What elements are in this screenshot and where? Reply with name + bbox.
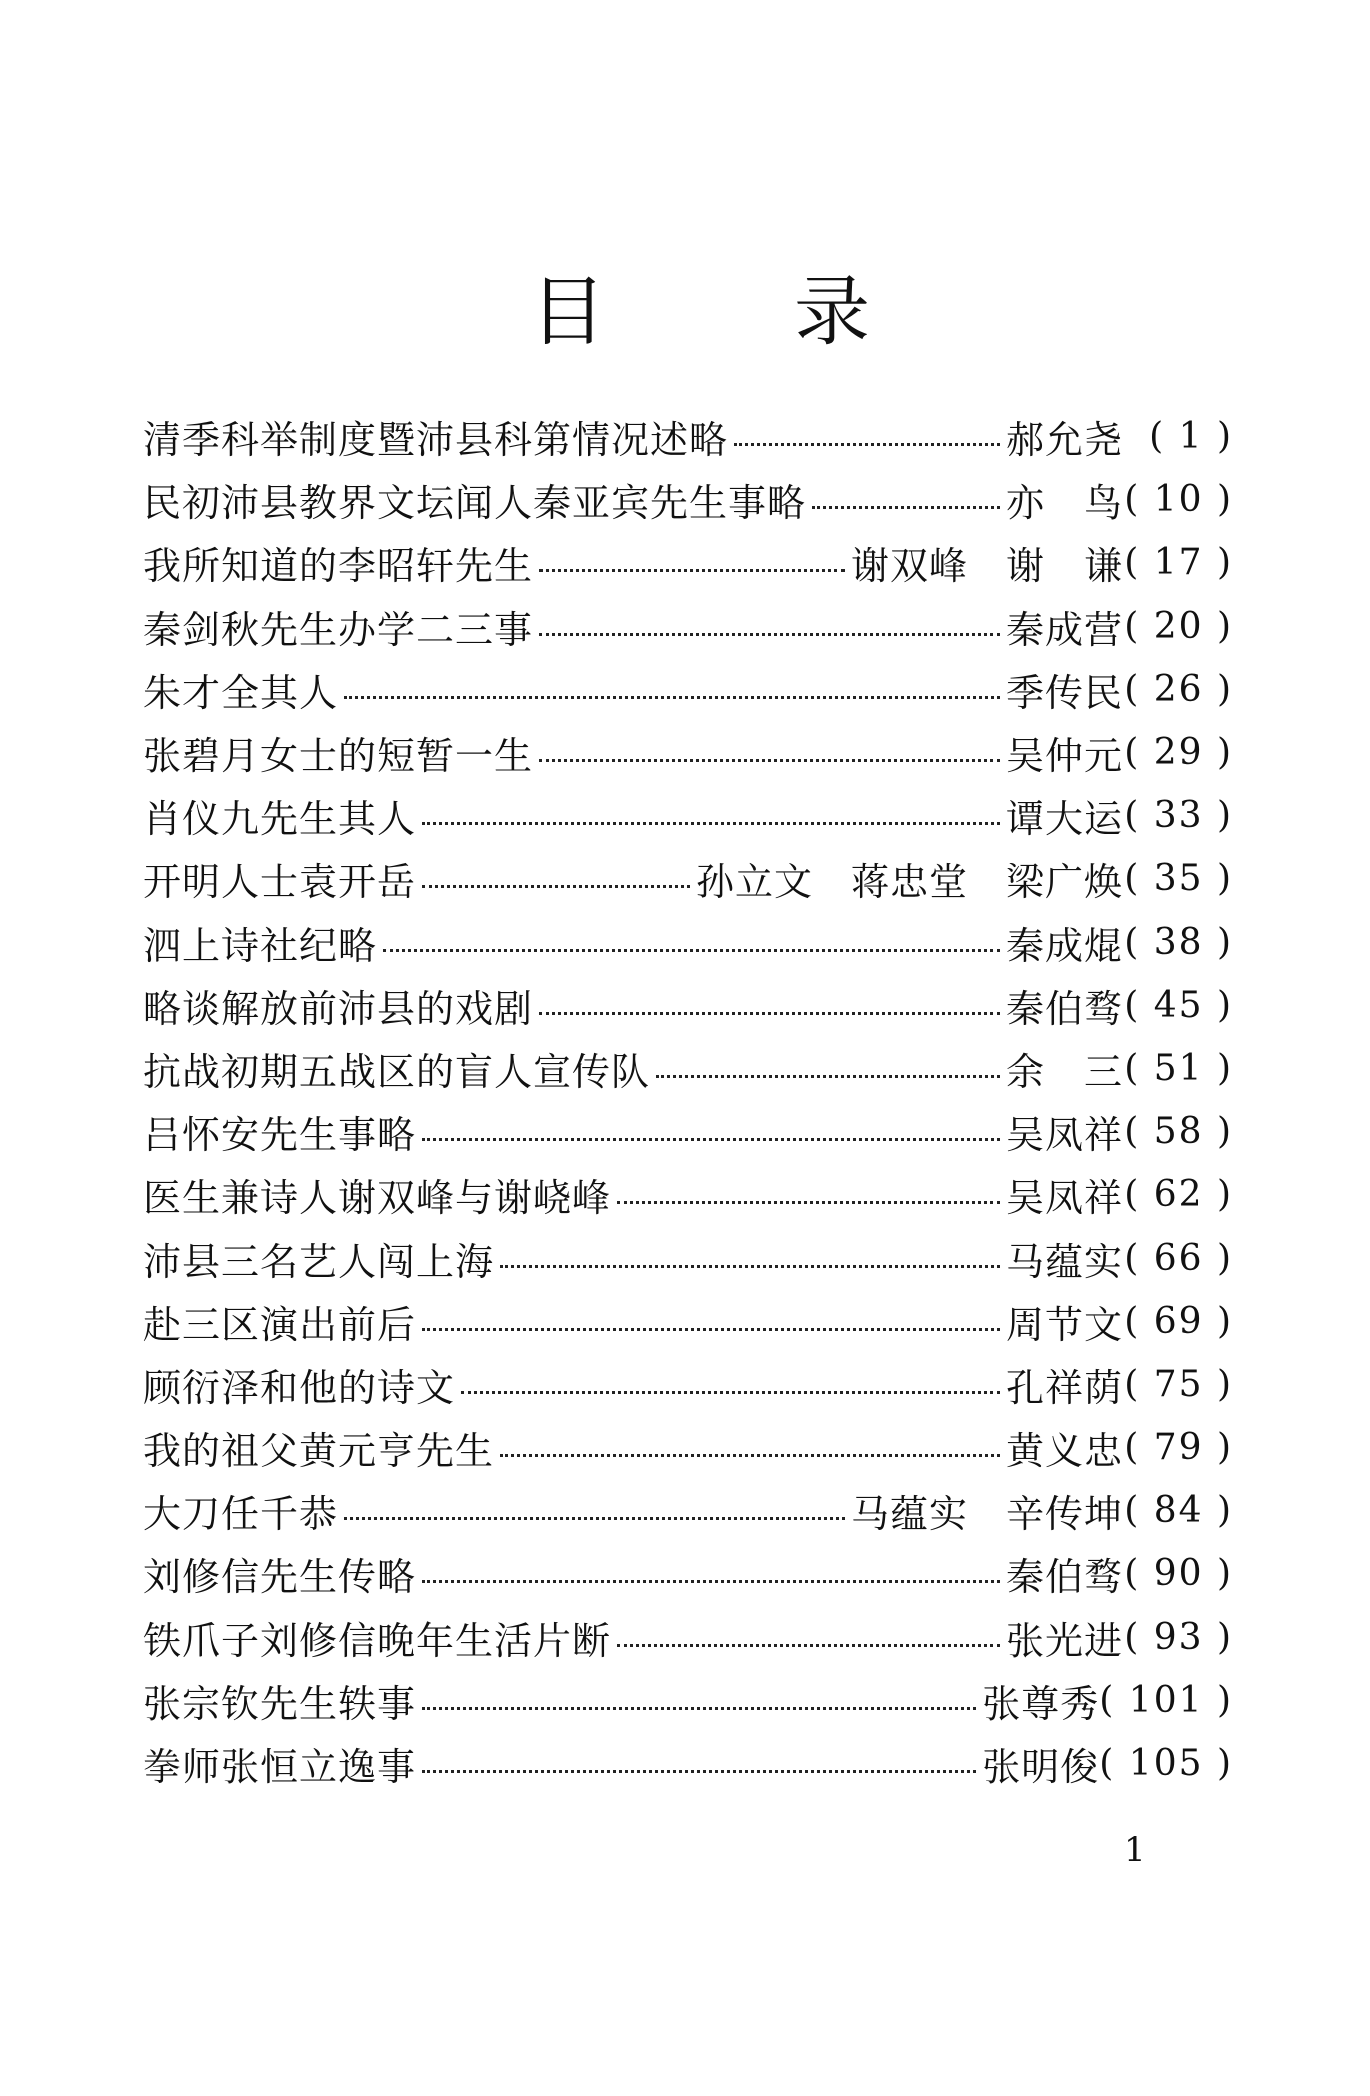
toc-entry — [143, 1542, 1233, 1605]
toc-entry-author: 谭大运 — [1005, 797, 1123, 842]
toc-entry — [143, 847, 1233, 910]
toc-entry-title: 略谈解放前沛县的戏剧 — [143, 986, 534, 1031]
toc-entry-title: 吕怀安先生事略 — [143, 1113, 417, 1158]
toc-entry-page: ( 69 ) — [1124, 1300, 1233, 1342]
toc-entry-authors — [1006, 472, 1123, 527]
dot-leader — [422, 822, 1000, 825]
toc-entry-authors — [1006, 1610, 1123, 1665]
toc-entry-page: ( 1 ) — [1149, 416, 1233, 458]
toc-entry-title: 大刀任千恭 — [143, 1492, 339, 1537]
dot-leader — [422, 1328, 1000, 1331]
toc-entry-author: 梁广焕 — [1005, 860, 1123, 905]
toc-entry-page: ( 58 ) — [1124, 1111, 1233, 1153]
toc-entry-page: ( 51 ) — [1124, 1047, 1233, 1089]
toc-entry-page: ( 17 ) — [1124, 542, 1233, 584]
dot-leader — [344, 1517, 845, 1520]
toc-entry-title: 我所知道的李昭轩先生 — [143, 544, 534, 589]
toc-entry-title: 张宗钦先生轶事 — [143, 1681, 417, 1726]
toc-entry-authors — [851, 1483, 1123, 1538]
toc-entry — [143, 1226, 1233, 1289]
toc-entry-title: 拳师张恒立逸事 — [143, 1745, 417, 1790]
toc-entry-authors — [1006, 1357, 1123, 1412]
toc-entry-title: 刘修信先生传略 — [143, 1555, 417, 1600]
dot-leader — [656, 1075, 1000, 1078]
toc-entry-author: 张尊秀 — [982, 1681, 1100, 1726]
toc-entry — [143, 1479, 1233, 1542]
dot-leader — [539, 759, 1000, 762]
toc-entry-author: 张光进 — [1005, 1618, 1123, 1663]
dot-leader — [461, 1391, 1000, 1394]
toc-entry-title: 铁爪子刘修信晚年生活片断 — [143, 1618, 612, 1663]
toc-entry-title: 抗战初期五战区的盲人宣传队 — [143, 1049, 651, 1094]
toc-entry — [143, 1416, 1233, 1479]
toc-entry — [143, 1290, 1233, 1353]
toc-entry-title: 沛县三名艺人闯上海 — [143, 1239, 495, 1284]
toc-entry-page: ( 20 ) — [1124, 605, 1233, 647]
toc-entry-authors — [1006, 725, 1123, 780]
toc-entry-author: 亦 鸟 — [1005, 481, 1123, 526]
toc-entry-author: 季传民 — [1005, 670, 1123, 715]
toc-entry-author: 张明俊 — [982, 1745, 1100, 1790]
dot-leader — [500, 1265, 1000, 1268]
toc-entry-page: ( 33 ) — [1124, 795, 1233, 837]
toc-entry-author: 吴凤祥 — [1005, 1113, 1123, 1158]
dot-leader — [422, 1707, 976, 1710]
title-char-1: 目 — [530, 267, 606, 356]
toc-entry-authors — [1006, 1231, 1123, 1286]
toc-entry-page: ( 29 ) — [1124, 732, 1233, 774]
toc-entry-page: ( 62 ) — [1124, 1174, 1233, 1216]
toc-entry-author: 吴凤祥 — [1005, 1176, 1123, 1221]
toc-entry-author: 孙立文 — [695, 860, 813, 905]
page-number: 1 — [1124, 1830, 1146, 1870]
toc-entry — [143, 1606, 1233, 1669]
toc-entry — [143, 1353, 1233, 1416]
toc-entry-author: 周节文 — [1005, 1302, 1123, 1347]
toc-entry-authors — [696, 851, 1123, 906]
toc-entry-authors — [1006, 1104, 1123, 1159]
toc-entry — [143, 974, 1233, 1037]
toc-entry-title: 泗上诗社纪略 — [143, 923, 378, 968]
toc-entry-author: 秦成营 — [1005, 607, 1123, 652]
toc-entry-author: 吴仲元 — [1005, 734, 1123, 779]
toc-entry-title: 肖仪九先生其人 — [143, 797, 417, 842]
toc-entry-page: ( 35 ) — [1124, 858, 1233, 900]
toc-entry-title: 医生兼诗人谢双峰与谢峣峰 — [143, 1176, 612, 1221]
toc-entry-authors — [1006, 1420, 1123, 1475]
dot-leader — [344, 696, 1000, 699]
toc-entry — [143, 531, 1233, 594]
toc-entry-page: ( 101 ) — [1099, 1679, 1233, 1721]
toc-entry-author: 谢 谦 — [1005, 544, 1123, 589]
toc-entry — [143, 405, 1233, 468]
toc-entry-author: 秦伯骛 — [1005, 986, 1123, 1031]
toc-entry-page: ( 66 ) — [1124, 1237, 1233, 1279]
toc-entry-page: ( 93 ) — [1124, 1616, 1233, 1658]
toc-entry — [143, 784, 1233, 847]
toc-entry — [143, 595, 1233, 658]
toc-entry-page: ( 26 ) — [1124, 668, 1233, 710]
dot-leader — [422, 885, 690, 888]
toc-entry — [143, 1669, 1233, 1732]
dot-leader — [422, 1138, 1000, 1141]
table-of-contents — [143, 405, 1233, 1795]
toc-entry-authors — [1006, 1041, 1123, 1096]
toc-entry-title: 秦剑秋先生办学二三事 — [143, 607, 534, 652]
toc-entry-title: 清季科举制度暨沛县科第情况述略 — [143, 418, 729, 463]
toc-entry-title: 张碧月女士的短暂一生 — [143, 734, 534, 779]
toc-entry-page: ( 45 ) — [1124, 984, 1233, 1026]
toc-entry — [143, 1163, 1233, 1226]
toc-entry-title: 朱才全其人 — [143, 670, 339, 715]
dot-leader — [500, 1454, 1000, 1457]
toc-entry-authors — [1006, 599, 1123, 654]
toc-entry-title: 开明人士袁开岳 — [143, 860, 417, 905]
dot-leader — [422, 1770, 976, 1773]
toc-entry-title: 我的祖父黄元亨先生 — [143, 1429, 495, 1474]
toc-entry-author: 孔祥荫 — [1005, 1365, 1123, 1410]
toc-entry-author: 秦伯骛 — [1005, 1555, 1123, 1600]
toc-entry-page: ( 79 ) — [1124, 1427, 1233, 1469]
toc-entry-author: 黄义忠 — [1005, 1429, 1123, 1474]
toc-entry-page: ( 90 ) — [1124, 1553, 1233, 1595]
toc-entry-author: 秦成焜 — [1005, 923, 1123, 968]
toc-entry-authors — [1006, 1294, 1123, 1349]
toc-entry-author: 谢双峰 — [850, 544, 968, 589]
toc-entry-authors — [1006, 915, 1123, 970]
toc-entry-page: ( 38 ) — [1124, 921, 1233, 963]
dot-leader — [617, 1201, 1000, 1204]
toc-entry — [143, 721, 1233, 784]
toc-entry-authors — [1006, 788, 1123, 843]
toc-entry — [143, 1732, 1233, 1795]
dot-leader — [539, 1012, 1000, 1015]
toc-entry — [143, 1100, 1233, 1163]
toc-entry-authors — [1006, 662, 1123, 717]
toc-entry — [143, 1037, 1233, 1100]
dot-leader — [383, 949, 1000, 952]
toc-entry-page: ( 10 ) — [1124, 479, 1233, 521]
dot-leader — [539, 569, 845, 572]
toc-entry-author: 蒋忠堂 — [850, 860, 968, 905]
toc-entry-authors — [982, 1673, 1099, 1728]
toc-entry-author: 郝允尧 — [1005, 418, 1123, 463]
dot-leader — [539, 633, 1000, 636]
dot-leader — [617, 1644, 1000, 1647]
toc-entry-title: 顾衍泽和他的诗文 — [143, 1365, 456, 1410]
toc-entry-authors — [1006, 409, 1123, 464]
toc-entry — [143, 468, 1233, 531]
toc-entry-page: ( 75 ) — [1124, 1363, 1233, 1405]
toc-entry-author: 余 三 — [1005, 1049, 1123, 1094]
dot-leader — [734, 443, 1000, 446]
toc-entry-authors — [982, 1736, 1099, 1791]
toc-entry-author: 马蕴实 — [1005, 1239, 1123, 1284]
toc-entry-authors — [1006, 978, 1123, 1033]
dot-leader — [812, 506, 1000, 509]
toc-entry — [143, 658, 1233, 721]
toc-entry-title: 赴三区演出前后 — [143, 1302, 417, 1347]
toc-entry-page: ( 105 ) — [1099, 1743, 1233, 1785]
toc-entry-author: 马蕴实 — [850, 1492, 968, 1537]
toc-entry-title: 民初沛县教界文坛闻人秦亚宾先生事略 — [143, 481, 807, 526]
toc-entry — [143, 911, 1233, 974]
toc-entry-author: 辛传坤 — [1005, 1492, 1123, 1537]
toc-entry-authors — [1006, 1546, 1123, 1601]
dot-leader — [422, 1580, 1000, 1583]
toc-entry-page: ( 84 ) — [1124, 1490, 1233, 1532]
title-char-2: 录 — [794, 267, 870, 356]
page-title — [530, 262, 870, 362]
toc-entry-authors — [851, 535, 1123, 590]
toc-entry-authors — [1006, 1167, 1123, 1222]
